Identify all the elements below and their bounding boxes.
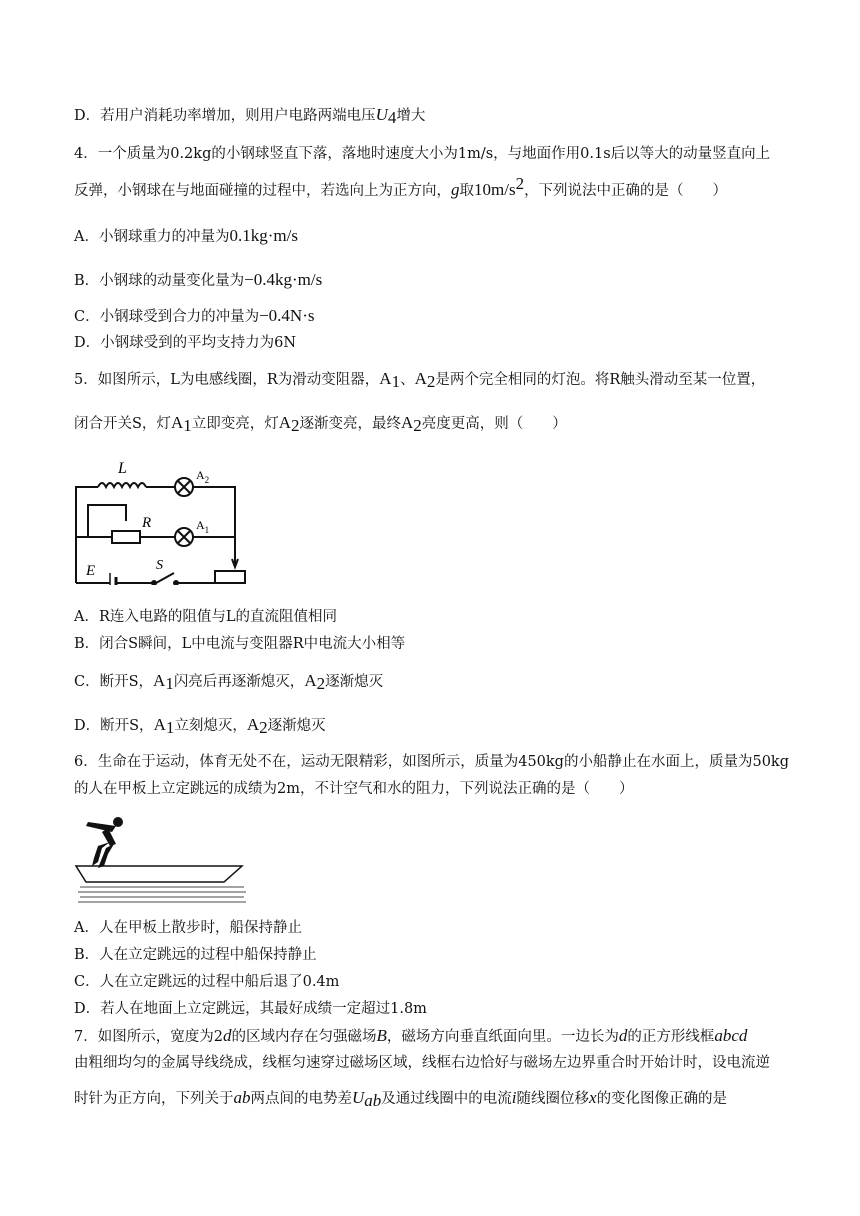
q7-stem-line2: 由粗细均匀的金属导线绕成，线框匀速穿过磁场区域，线框右边恰好与磁场左边界重合时开始计时，设电流逆 bbox=[74, 1055, 770, 1071]
sub: 1 bbox=[391, 372, 401, 391]
text: 是两个完全相同的灯泡。将R触头滑动至某一位置， bbox=[435, 372, 766, 388]
q4-option-d: D．小钢球受到的平均支持力为6N bbox=[74, 335, 297, 351]
text: 两点间的电势差 bbox=[250, 1091, 352, 1107]
sub: 1 bbox=[183, 416, 192, 435]
wire bbox=[88, 505, 126, 537]
rheostat-bottom-icon bbox=[215, 571, 245, 583]
var-d: d bbox=[618, 1026, 628, 1045]
q5-option-b: B．闭合S瞬间，L中电流与变阻器R中电流大小相等 bbox=[74, 636, 406, 652]
var-x: x bbox=[589, 1088, 597, 1107]
text: 逐渐变亮，最终 bbox=[299, 416, 401, 432]
q7-stem-line3 bbox=[74, 1088, 727, 1109]
sub: 1 bbox=[165, 674, 174, 693]
lamp-a: A bbox=[379, 369, 392, 388]
lamp-a: A bbox=[246, 715, 260, 734]
inductor-coil bbox=[98, 483, 146, 487]
lamp-a: A bbox=[153, 671, 166, 690]
text: 立刻熄灭， bbox=[174, 718, 247, 734]
text: B．小钢球的动量变化量为 bbox=[74, 273, 245, 289]
q5-option-c bbox=[74, 671, 383, 692]
q6-option-c: C．人在立定跳远的过程中船后退了0.4m bbox=[74, 974, 340, 990]
text: 及通过线圈中的电流 bbox=[381, 1091, 512, 1107]
boat-jumper-figure bbox=[72, 814, 252, 910]
lamp-a: A bbox=[170, 413, 184, 432]
label-S: S bbox=[156, 558, 163, 573]
text: 随线圈位移 bbox=[516, 1091, 590, 1107]
text: C．断开S， bbox=[74, 674, 154, 690]
q3-option-d-text: D．若用户消耗功率增加，则用户电路两端电压 bbox=[74, 108, 376, 124]
lamp-a: A bbox=[414, 369, 427, 388]
math: −0.4N·s bbox=[259, 306, 315, 325]
lamp-a: A bbox=[304, 671, 317, 690]
q3-option-d bbox=[74, 105, 425, 126]
label-A2: $A_2$ bbox=[196, 468, 210, 485]
text: D．断开S， bbox=[74, 718, 154, 734]
circuit-diagram bbox=[70, 455, 255, 585]
gravity-value: 10m/s bbox=[474, 180, 516, 199]
text: 、 bbox=[400, 372, 415, 388]
text: 5．如图所示，L为电感线圈，R为滑动变阻器， bbox=[74, 372, 380, 388]
var-u: U bbox=[352, 1088, 365, 1107]
sub: 4 bbox=[387, 108, 397, 127]
sub: 1 bbox=[165, 718, 175, 737]
q4-option-b bbox=[74, 270, 322, 291]
var-b: B bbox=[376, 1026, 387, 1045]
var-i: i bbox=[511, 1088, 517, 1107]
text: 的区域内存在匀强磁场 bbox=[231, 1029, 377, 1045]
text: A．小钢球重力的冲量为 bbox=[74, 229, 230, 245]
math: 0.1kg·m/s bbox=[229, 226, 298, 245]
q7-stem-line1 bbox=[74, 1026, 747, 1047]
q5-option-d bbox=[74, 715, 326, 736]
text: 7．如图所示，宽度为2 bbox=[74, 1029, 223, 1045]
label-E: E bbox=[86, 563, 96, 579]
q5-stem-line2 bbox=[74, 413, 567, 434]
text: 取 bbox=[459, 183, 474, 199]
text: 闭合开关S，灯 bbox=[74, 416, 171, 432]
text: 亮度更高，则（ ） bbox=[421, 416, 567, 432]
q6-stem-line2: 的人在甲板上立定跳远的成绩为2m，不计空气和水的阻力，下列说法正确的是（ ） bbox=[74, 781, 634, 797]
var-ab: ab bbox=[233, 1088, 251, 1107]
sub: 2 bbox=[291, 416, 300, 435]
q4-option-c bbox=[74, 306, 315, 327]
q6-option-b: B．人在立定跳远的过程中船保持静止 bbox=[74, 947, 317, 963]
lamp-a: A bbox=[153, 715, 166, 734]
q4-option-a bbox=[74, 226, 298, 247]
label-A1: $A_1$ bbox=[196, 518, 210, 535]
sup: 2 bbox=[515, 174, 525, 193]
person-icon bbox=[86, 817, 123, 868]
switch-s-icon bbox=[156, 573, 174, 583]
text: 逐渐熄灭 bbox=[325, 674, 384, 690]
text: ，磁场方向垂直纸面向里。一边长为 bbox=[386, 1029, 619, 1045]
text: 闪亮后再逐渐熄灭， bbox=[173, 674, 305, 690]
q4-stem-line1: 4．一个质量为0.2kg的小钢球竖直下落，落地时速度大小为1m/s，与地面作用0.1s后以等大的动量竖直向上 bbox=[74, 146, 771, 162]
text: 逐渐熄灭 bbox=[267, 718, 326, 734]
text: 时针为正方向，下列关于 bbox=[74, 1091, 234, 1107]
q3-option-d-tail: 增大 bbox=[396, 108, 426, 124]
lamp-a: A bbox=[278, 413, 291, 432]
text: 的正方形线框 bbox=[627, 1029, 715, 1045]
rheostat-r-icon bbox=[112, 531, 140, 543]
boat-icon bbox=[76, 866, 242, 882]
math: −0.4kg·m/s bbox=[244, 270, 323, 289]
sub: 2 bbox=[316, 674, 326, 693]
q6-stem-line1: 6．生命在于运动，体育无处不在，运动无限精彩，如图所示，质量为450kg的小船静止在水面上，质量为50kg bbox=[74, 754, 789, 770]
q5-stem-line1 bbox=[74, 369, 765, 390]
q5-option-a: A．R连入电路的阻值与L的直流阻值相同 bbox=[74, 609, 338, 625]
lamp-a: A bbox=[401, 413, 414, 432]
q4-stem-line2 bbox=[74, 174, 728, 201]
sub: 2 bbox=[413, 416, 422, 435]
text: C．小钢球受到合力的冲量为 bbox=[74, 309, 260, 325]
sub: 2 bbox=[426, 372, 436, 391]
var-abcd: abcd bbox=[714, 1026, 748, 1045]
text: 的变化图像正确的是 bbox=[596, 1091, 728, 1107]
q6-option-a: A．人在甲板上散步时，船保持静止 bbox=[74, 920, 302, 936]
sub: ab bbox=[364, 1091, 382, 1110]
var-d: d bbox=[222, 1026, 232, 1045]
water-icon bbox=[78, 886, 246, 903]
sub: 2 bbox=[259, 718, 268, 737]
var-u: U bbox=[375, 105, 388, 124]
var-g: g bbox=[451, 180, 460, 199]
text: ，下列说法中正确的是（ ） bbox=[524, 183, 728, 199]
q6-option-d: D．若人在地面上立定跳远，其最好成绩一定超过1.8m bbox=[74, 1001, 427, 1017]
text: 反弹，小钢球在与地面碰撞的过程中，若选向上为正方向， bbox=[74, 183, 451, 199]
label-R: R bbox=[142, 515, 152, 531]
text: 立即变亮，灯 bbox=[191, 416, 279, 432]
label-L: L bbox=[118, 460, 127, 477]
